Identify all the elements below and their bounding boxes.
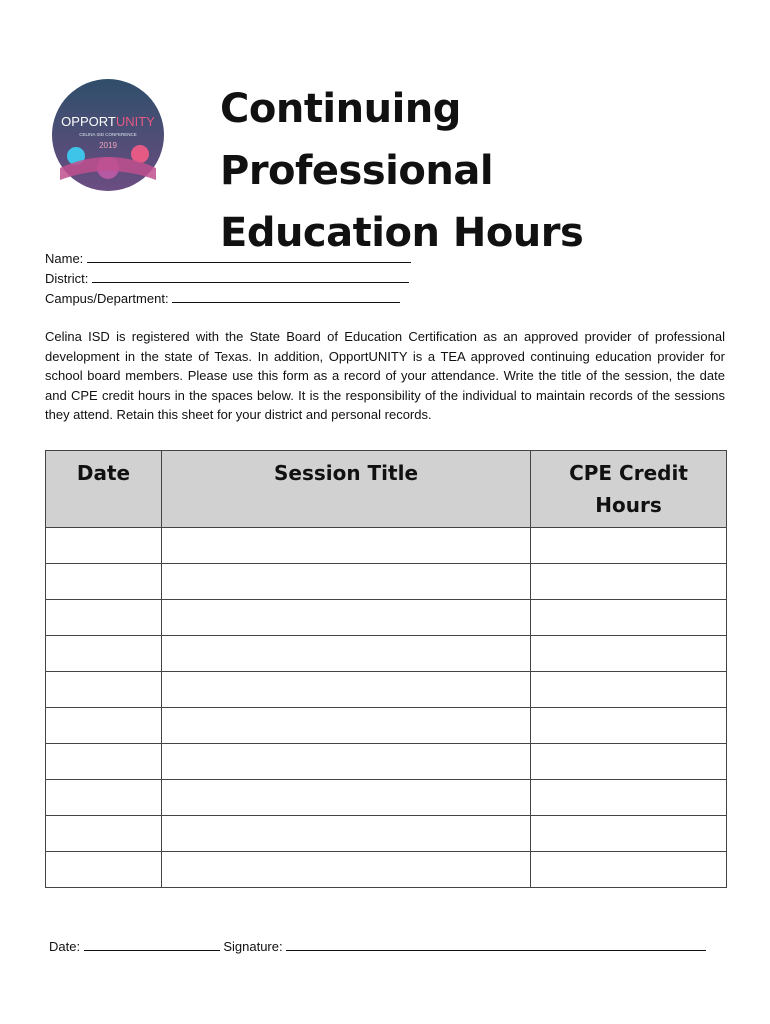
session-title-cell[interactable] — [162, 672, 531, 708]
footer-signature-line — [49, 938, 706, 954]
table-row — [46, 780, 727, 816]
campus-blank[interactable] — [172, 290, 400, 303]
table-row — [46, 636, 727, 672]
session-title-cell[interactable] — [162, 708, 531, 744]
column-header-date: Date — [46, 451, 162, 528]
date-cell[interactable] — [46, 636, 162, 672]
page-title — [220, 78, 740, 264]
cpe-hours-cell[interactable] — [531, 780, 727, 816]
table-row — [46, 564, 727, 600]
name-field — [45, 249, 411, 269]
session-title-cell[interactable] — [162, 744, 531, 780]
cpe-hours-cell[interactable] — [531, 636, 727, 672]
date-cell[interactable] — [46, 672, 162, 708]
session-title-cell[interactable] — [162, 528, 531, 564]
table-row — [46, 816, 727, 852]
date-cell[interactable] — [46, 708, 162, 744]
table-row — [46, 600, 727, 636]
session-title-cell[interactable] — [162, 564, 531, 600]
opportunity-logo — [52, 76, 164, 194]
title-line-1: Continuing Professional — [220, 86, 494, 194]
session-log-table — [45, 450, 727, 888]
campus-label: Campus/Department: — [45, 291, 169, 306]
logo-text-accent: UNITY — [115, 114, 155, 129]
district-field — [45, 269, 411, 289]
table-row — [46, 672, 727, 708]
date-label: Date: — [49, 939, 81, 954]
signature-blank[interactable] — [286, 938, 706, 951]
date-cell[interactable] — [46, 780, 162, 816]
table-row — [46, 708, 727, 744]
date-blank[interactable] — [84, 938, 220, 951]
table-row — [46, 528, 727, 564]
attendee-fields — [45, 249, 411, 309]
name-blank[interactable] — [87, 250, 411, 263]
table-row — [46, 744, 727, 780]
session-title-cell[interactable] — [162, 636, 531, 672]
date-cell[interactable] — [46, 852, 162, 888]
campus-field — [45, 289, 411, 309]
cpe-hours-cell[interactable] — [531, 564, 727, 600]
date-cell[interactable] — [46, 744, 162, 780]
table-header-row — [46, 451, 727, 528]
logo-year: 2019 — [99, 141, 117, 150]
column-header-cpe-credit-hours: CPE Credit Hours — [531, 451, 727, 528]
logo-text-main: OPPORT — [61, 114, 116, 129]
session-title-cell[interactable] — [162, 816, 531, 852]
svg-text:OPPORTUNITY — [61, 114, 155, 129]
logo-subtitle: CELINA ISD CONFERENCE — [79, 132, 137, 137]
date-cell[interactable] — [46, 600, 162, 636]
table-body — [46, 528, 727, 888]
date-cell[interactable] — [46, 528, 162, 564]
cpe-hours-cell[interactable] — [531, 708, 727, 744]
cpe-hours-cell[interactable] — [531, 852, 727, 888]
cpe-hours-cell[interactable] — [531, 744, 727, 780]
signature-label: Signature: — [223, 939, 283, 954]
session-title-cell[interactable] — [162, 780, 531, 816]
intro-paragraph: Celina ISD is registered with the State Board of Education Certification as an approved provider of professional development in the state of Texas. In addition, OpportUNITY is a TEA approved continuing education provider for school board members. Please use this form as a record of your attendance. Write the title of the session, the date and CPE credit hours in the spaces below. It is the responsibility of the individual to maintain records of the sessions they attend. Retain this sheet for your district and personal records. — [45, 329, 725, 422]
cpe-hours-cell[interactable] — [531, 672, 727, 708]
title-line-2: Education Hours — [220, 210, 584, 256]
district-label: District: — [45, 271, 89, 286]
session-title-cell[interactable] — [162, 852, 531, 888]
cpe-hours-cell[interactable] — [531, 600, 727, 636]
table-row — [46, 852, 727, 888]
district-blank[interactable] — [92, 270, 409, 283]
cpe-hours-cell[interactable] — [531, 816, 727, 852]
cpe-hours-cell[interactable] — [531, 528, 727, 564]
date-cell[interactable] — [46, 816, 162, 852]
date-cell[interactable] — [46, 564, 162, 600]
name-label: Name: — [45, 251, 84, 266]
column-header-session-title: Session Title — [162, 451, 531, 528]
session-title-cell[interactable] — [162, 600, 531, 636]
